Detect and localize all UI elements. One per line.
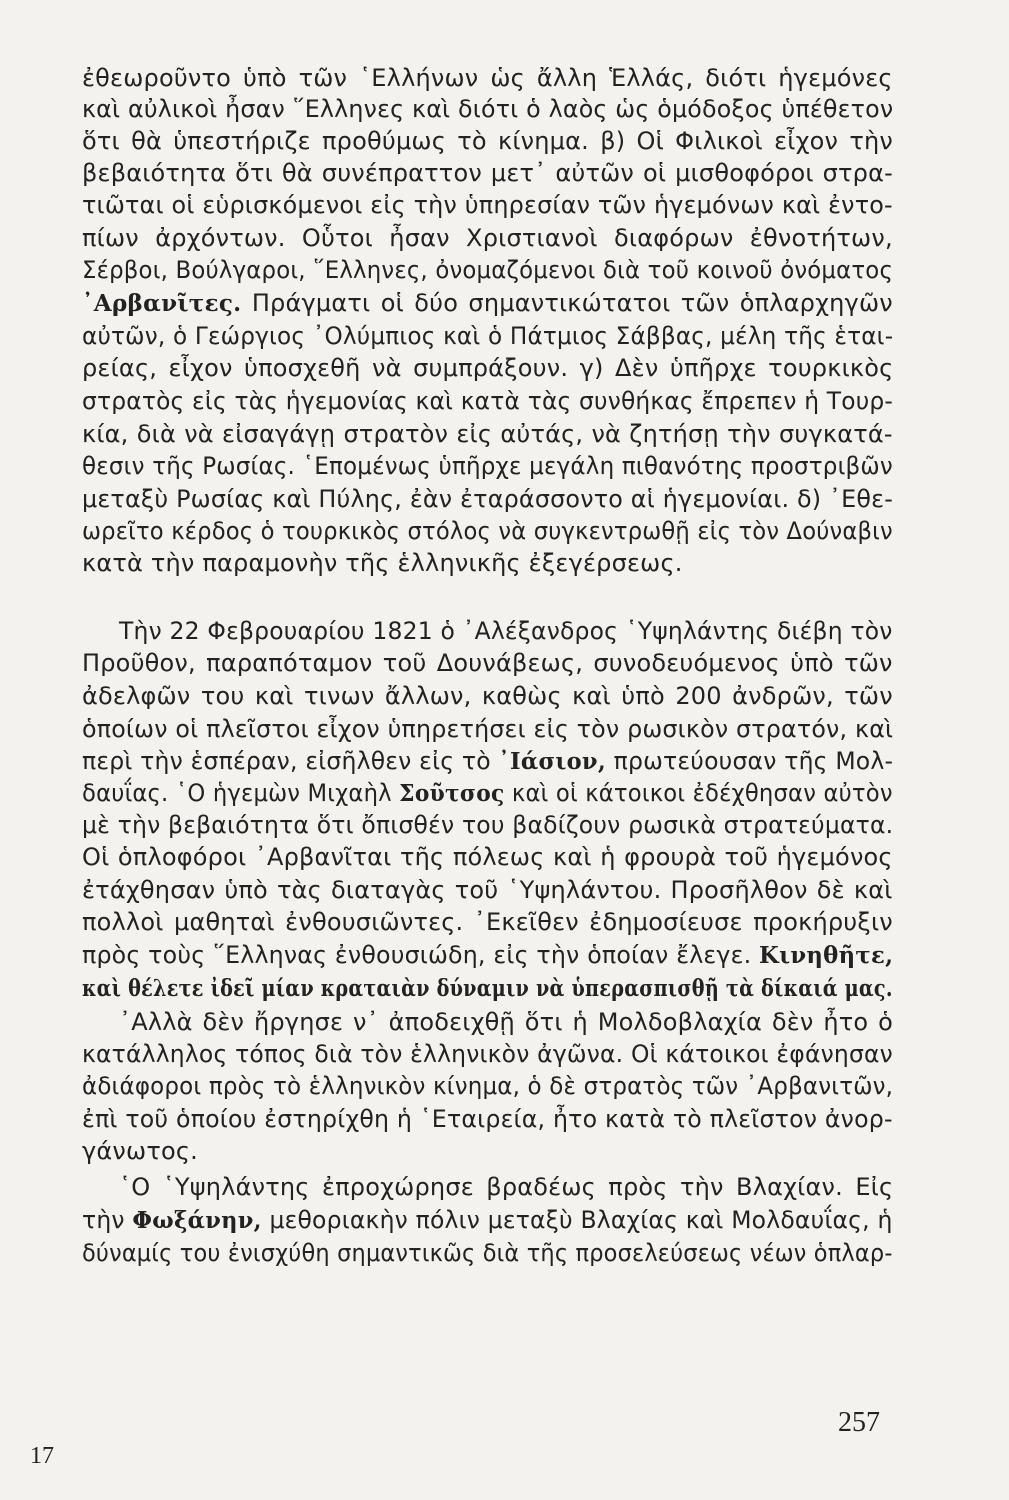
text-run: ὅτι θὰ ὑπεστήριζε προθύμως τὸ κίνημα. β) Οἱ Φιλικοὶ εἶχον τὴν [82,127,894,155]
text-run: ἐθεωροῦντο ὑπὸ τῶν ῾Ελλήνων ὡς ἄλλη Ἑλλάς, διότι ἡγεμόνες [82,64,893,92]
text-run: ᾽Αλλὰ δὲν ἤργησε ν᾽ ἀποδειχθῇ ὅτι ἡ Μολδοβλαχία δὲν ἦτο ὁ [119,1008,893,1036]
text-run: δύναμίς του ἐνισχύθη σημαντικῶς διὰ τῆς προσελεύσεως νέων ὁπλαρ- [82,1239,893,1267]
text-run: πίων ἀρχόντων. Οὗτοι ἦσαν Χριστιανοὶ διαφόρων ἐθνοτήτων, [82,224,893,252]
text-line [82,255,893,285]
text-run: Πράγματι οἱ δύο σημαντικώτατοι τῶν ὁπλαρχηγῶν [241,289,893,317]
text-line [82,1238,893,1268]
text-run: στρατὸς εἰς τὰς ἡγεμονίας καὶ κατὰ τὰς συνθήκας ἔπρεπεν ἡ Τουρ- [82,387,894,415]
text-line [119,1172,893,1202]
text-line [82,1071,893,1101]
text-line [82,126,893,156]
text-run: καὶ αὐλικοὶ ἦσαν ῞Ελληνες καὶ διότι ὁ λαὸς ὡς ὁμόδοξος ὑπέθετον [82,95,894,123]
text-line [82,875,893,905]
text-run: κία, διὰ νὰ εἰσαγάγῃ στρατὸν εἰς αὐτάς, νὰ ζητήσῃ τὴν συγκατά- [82,420,893,448]
text-line [82,973,893,1004]
text-line [82,940,893,971]
text-run: πρὸς τοὺς ῞Ελληνας ἐνθουσιώδη, εἰς τὴν ὁποίαν ἔλεγε. [82,941,760,969]
text-line [82,842,893,872]
text-run: μεθοριακὴν πόλιν μεταξὺ Βλαχίας καὶ Μολδαυΐας, ἡ [261,1206,893,1234]
text-line [82,907,893,937]
text-line [119,1007,893,1037]
bold-text: Φωξάνην, [132,1207,262,1234]
text-run: γάνωτος. [82,1137,198,1165]
signature-mark: 17 [30,1443,54,1469]
text-run: τὴν [82,1206,133,1234]
text-line [82,648,893,678]
text-line [82,516,893,546]
text-line [82,1039,893,1069]
bold-text: ᾽Αρβανῖτες. [82,290,242,317]
text-line [82,190,893,220]
text-line [82,484,893,514]
text-run: Οἱ ὁπλοφόροι ᾽Αρβανῖται τῆς πόλεως καὶ ἡ φρουρὰ τοῦ ἡγεμόνος [82,843,893,871]
text-run: Τὴν 22 Φεβρουαρίου 1821 ὁ ᾽Αλέξανδρος ῾Υψηλάντης διέβη τὸν [119,617,893,645]
text-run: ἀδελφῶν του καὶ τινων ἄλλων, καθὼς καὶ ὑπὸ 200 ἀνδρῶν, τῶν [82,682,893,710]
text-run: αὐτῶν, ὁ Γεώργιος ᾽Ολύμπιος καὶ ὁ Πάτμιος Σάββας, μέλη τῆς ἑται- [82,322,894,350]
text-run: κατάλληλος τόπος διὰ τὸν ἑλληνικὸν ἀγῶνα. Οἱ κάτοικοι ἐφάνησαν [82,1040,893,1068]
text-run: Σέρβοι, Βούλγαροι, ῞Ελληνες, ὀνομαζόμενοι διὰ τοῦ κοινοῦ ὀνόματος [82,256,894,284]
text-line [82,223,893,253]
text-line [82,778,893,809]
text-run: Προῦθον, παραπόταμον τοῦ Δουνάβεως, συνοδευόμενος ὑπὸ τῶν [82,649,893,677]
text-run: περὶ τὴν ἑσπέραν, εἰσῆλθεν εἰς τὸ [82,747,499,775]
text-line [82,1136,198,1166]
text-line [82,681,893,711]
text-line [82,810,893,840]
text-line [82,63,893,93]
text-run: θεσιν τῆς Ρωσίας. ῾Επομένως ὑπῆρχε μεγάλη πιθανότης προστριβῶν [82,452,893,480]
bold-text: ᾽Ιάσιον, [498,748,607,775]
text-line [82,353,893,383]
text-line [82,548,683,578]
bold-text: καὶ θέλετε ἰδεῖ μίαν κραταιὰν δύναμιν νὰ ὑπερασπισθῇ τὰ δίκαιά μας. [82,975,893,1002]
text-run: ἐπὶ τοῦ ὁποίου ἐστηρίχθη ἡ ῾Εταιρεία, ἦτο κατὰ τὸ πλεῖστον ἀνορ- [82,1105,893,1133]
text-line [82,321,893,351]
text-line [82,746,893,777]
text-run: ὁποίων οἱ πλεῖστοι εἶχον ὑπηρετήσει εἰς τὸν ρωσικὸν στρατόν, καὶ [82,715,894,743]
text-run: μεταξὺ Ρωσίας καὶ Πύλης, ἐὰν ἐταράσσοντο αἱ ἡγεμονίαι. δ) ᾽Εθε- [82,485,894,513]
text-run: ἐτάχθησαν ὑπὸ τὰς διαταγὰς τοῦ ῾Υψηλάντου. Προσῆλθον δὲ καὶ [82,876,893,904]
text-run: ἀδιάφοροι πρὸς τὸ ἑλληνικὸν κίνημα, ὁ δὲ στρατὸς τῶν ᾽Αρβανιτῶν, [82,1072,894,1100]
text-line [82,94,893,124]
text-line [82,419,893,449]
text-run: ωρεῖτο κέρδος ὁ τουρκικὸς στόλος νὰ συγκεντρωθῇ εἰς τὸν Δούναβιν [82,517,893,545]
text-line [119,616,893,646]
text-line [82,1205,893,1236]
text-run: πολλοὶ μαθηταὶ ἐνθουσιῶντες. ᾽Εκεῖθεν ἐδημοσίευσε προκήρυξιν [82,908,893,936]
text-run: πρωτεύουσαν τῆς Μολ- [606,747,894,775]
text-run: τιῶται οἱ εὑρισκόμενοι εἰς τὴν ὑπηρεσίαν τῶν ἡγεμόνων καὶ ἐντο- [82,191,893,219]
text-run: δαυΐας. ῾Ο ἡγεμὼν Μιχαὴλ [82,779,400,807]
bold-text: Κινηθῆτε, [759,942,894,969]
text-run: καὶ οἱ κάτοικοι ἐδέχθησαν αὐτὸν [504,779,893,807]
text-line [82,386,893,416]
text-run: μὲ τὴν βεβαιότητα ὅτι ὄπισθέν του βαδίζουν ρωσικὰ στρατεύματα. [82,811,894,839]
text-run: ρείας, εἶχον ὑποσχεθῆ νὰ συμπράξουν. γ) Δὲν ὑπῆρχε τουρκικὸς [82,354,894,382]
text-line [82,1104,893,1134]
bold-text: Σοῦτσος [399,780,505,807]
text-run: ῾Ο ῾Υψηλάντης ἐπροχώρησε βραδέως πρὸς τὴν Βλαχίαν. Εἰς [119,1173,894,1201]
text-run: κατὰ τὴν παραμονὴν τῆς ἑλληνικῆς ἐξεγέρσεως. [82,549,683,577]
page-number: 257 [838,1407,880,1438]
text-line [82,451,893,481]
text-run: βεβαιότητα ὅτι θὰ συνέπραττον μετ᾽ αὐτῶν οἱ μισθοφόροι στρα- [82,159,893,187]
text-line [82,714,893,744]
text-line [82,288,893,319]
text-line [82,158,893,188]
